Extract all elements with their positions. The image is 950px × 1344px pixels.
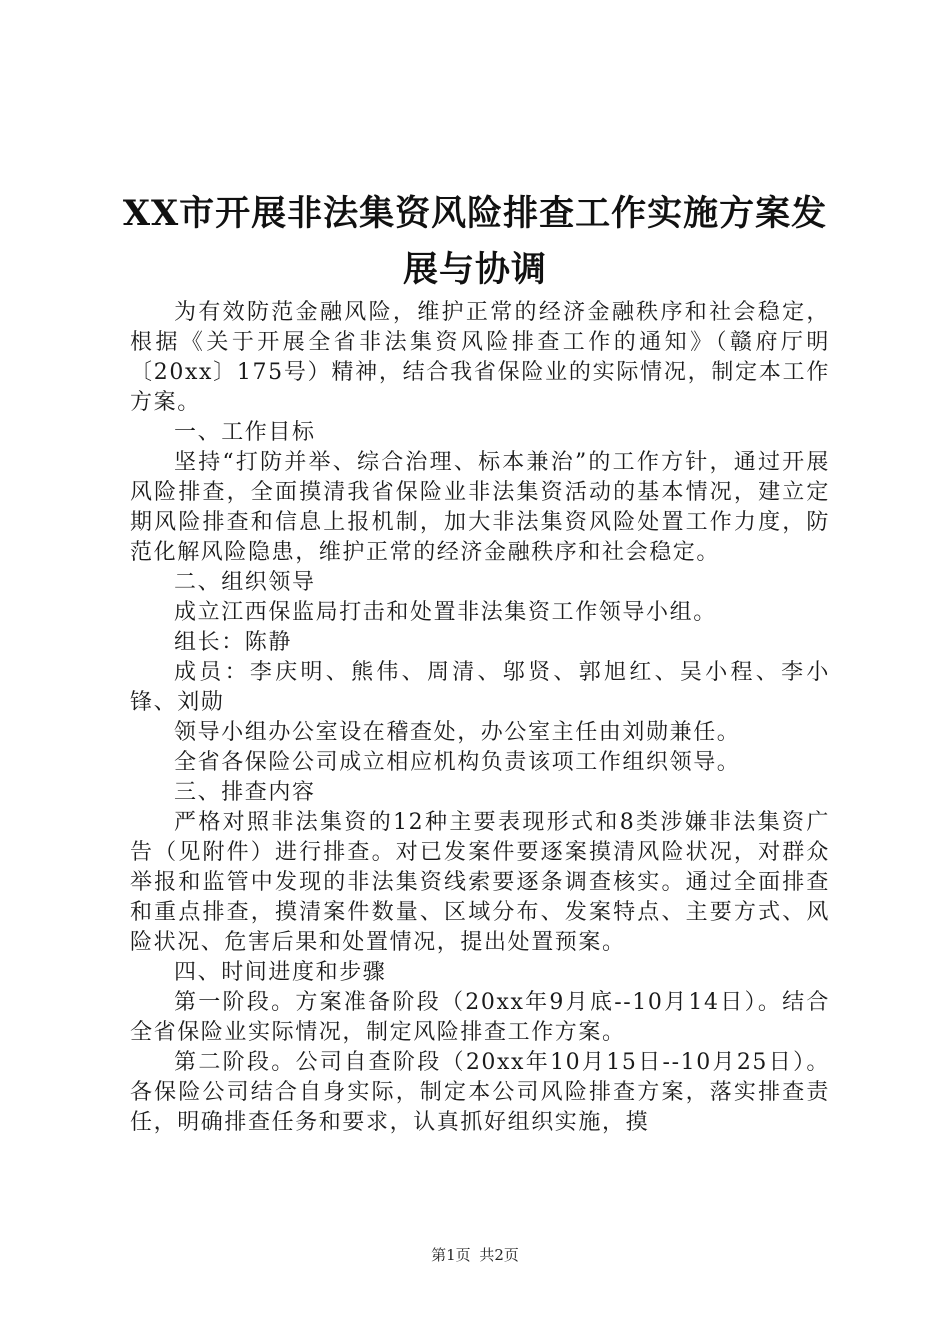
paragraph-content: 严格对照非法集资的12种主要表现形式和8类涉嫌非法集资广告（见附件）进行排查。对已发案件要逐案摸清风险状况，对群众举报和监管中发现的非法集资线索要逐条调查核实。通过全面排查和重点排查，摸清案件数量、区域分布、发案特点、主要方式、风险状况、危害后果和处置情况，提出处置预案。 bbox=[130, 810, 830, 955]
paragraph-stage-2: 第二阶段。公司自查阶段（20xx年10月15日--10月25日）。各保险公司结合自身实际，制定本公司风险排查方案，落实排查责任，明确排查任务和要求，认真抓好组织实施，摸 bbox=[130, 1050, 830, 1135]
paragraph-companies: 全省各保险公司成立相应机构负责该项工作组织领导。 bbox=[174, 750, 741, 775]
document-title-line-1: XX市开展非法集资风险排查工作实施方案发 bbox=[122, 193, 828, 234]
paragraph-goals: 坚持“打防并举、综合治理、标本兼治”的工作方针，通过开展风险排查，全面摸清我省保险业非法集资活动的基本情况，建立定期风险排查和信息上报机制，加大非法集资风险处置工作力度，防范化解风险隐患，维护正常的经济金融秩序和社会稳定。 bbox=[130, 450, 830, 565]
paragraph-intro: 为有效防范金融风险，维护正常的经济金融秩序和社会稳定，根据《关于开展全省非法集资风险排查工作的通知》（赣府厅明〔20xx〕175号）精神，结合我省保险业的实际情况，制定本工作方案。 bbox=[130, 300, 830, 415]
document-body bbox=[130, 298, 830, 1138]
paragraph-group-leader: 组长：陈静 bbox=[174, 630, 293, 655]
paragraph-members: 成员：李庆明、熊伟、周清、邬贤、郭旭红、吴小程、李小锋、刘勋 bbox=[130, 660, 830, 715]
paragraph-leading-group: 成立江西保监局打击和处置非法集资工作领导小组。 bbox=[174, 600, 717, 625]
section-heading-organization: 二、组织领导 bbox=[174, 570, 316, 595]
page-footer bbox=[0, 1244, 950, 1265]
paragraph-office: 领导小组办公室设在稽查处，办公室主任由刘勋兼任。 bbox=[174, 720, 741, 745]
document-title-line-2: 展与协调 bbox=[402, 249, 547, 290]
page-number: 第1页 bbox=[431, 1246, 471, 1264]
section-heading-content: 三、排查内容 bbox=[174, 780, 316, 805]
page-total: 共2页 bbox=[479, 1246, 519, 1264]
paragraph-stage-1: 第一阶段。方案准备阶段（20xx年9月底--10月14日）。结合全省保险业实际情况，制定风险排查工作方案。 bbox=[130, 990, 830, 1045]
section-heading-goals: 一、工作目标 bbox=[174, 420, 316, 445]
section-heading-schedule: 四、时间进度和步骤 bbox=[174, 960, 387, 985]
